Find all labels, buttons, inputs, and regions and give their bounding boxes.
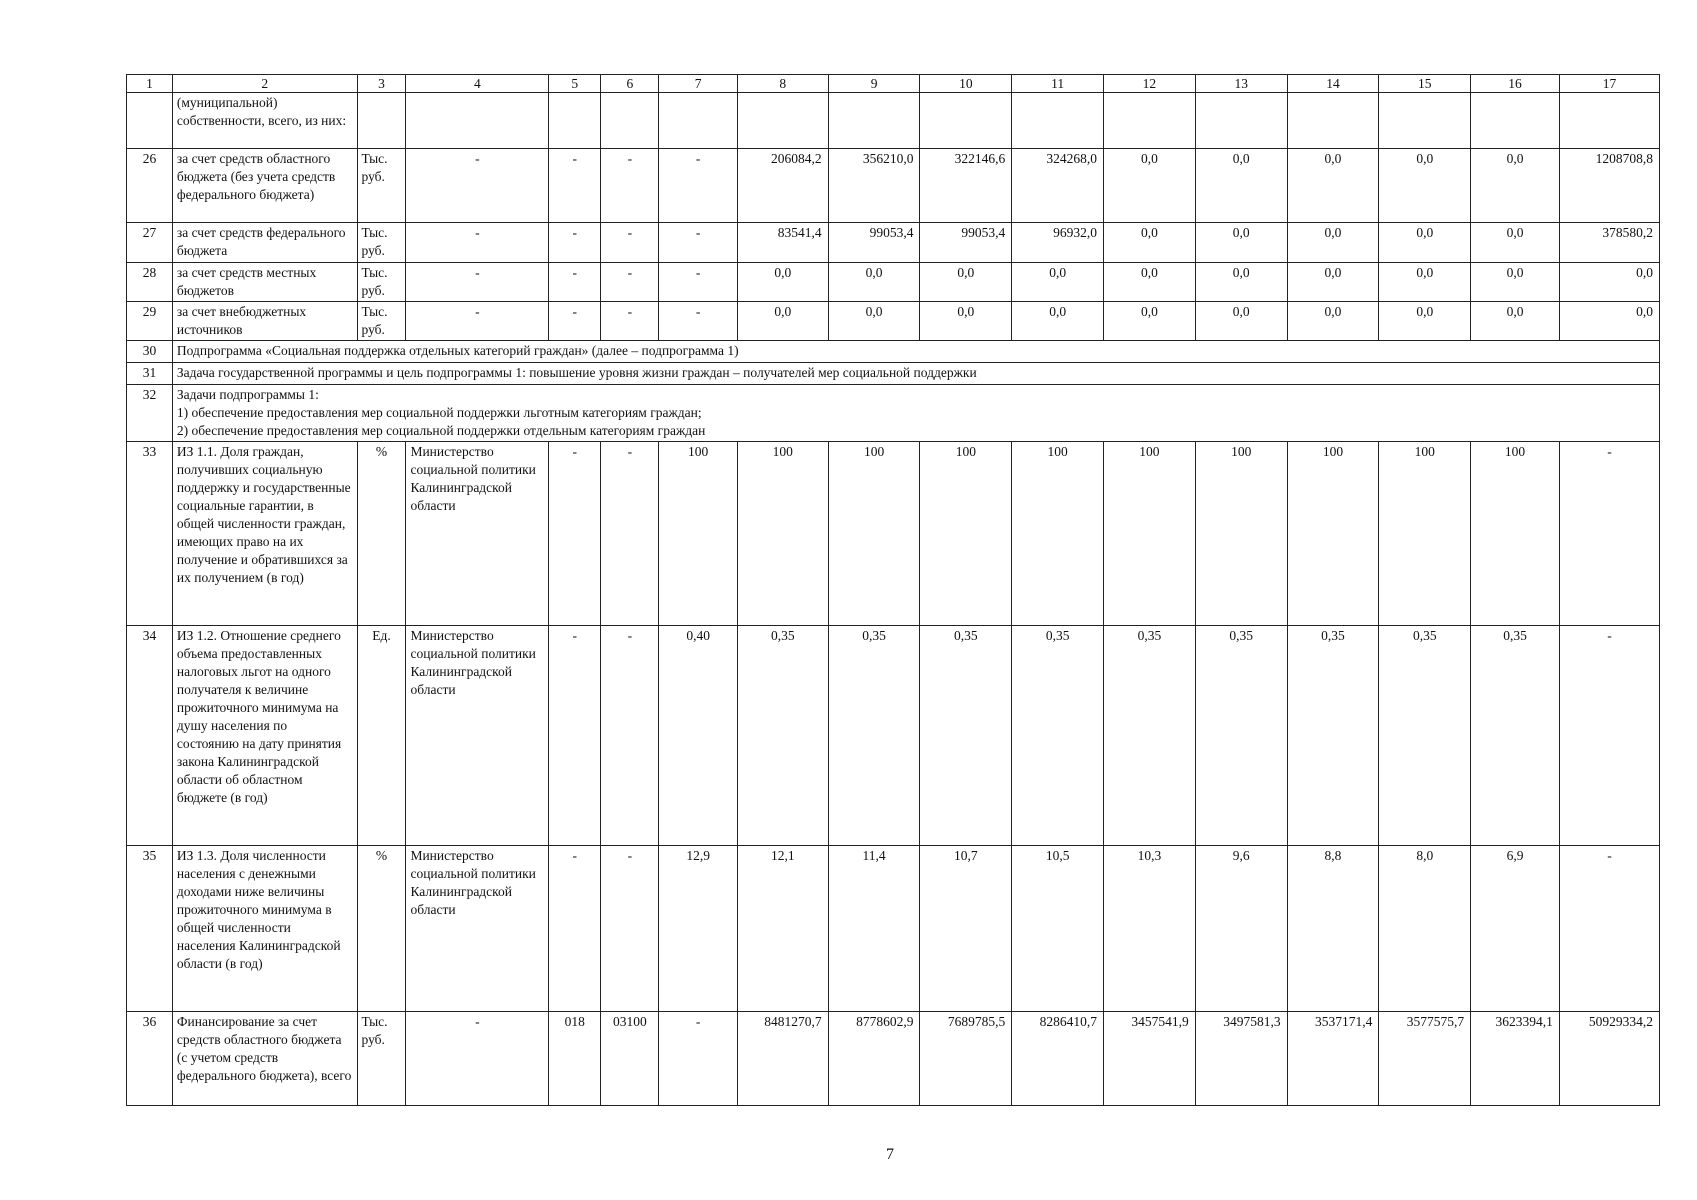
cell: - [601,626,659,846]
cell: - [601,442,659,626]
cell: 10,5 [1012,846,1104,1012]
cell: 1208708,8 [1559,149,1659,223]
cell: 11,4 [828,846,920,1012]
cell: 0,0 [1559,302,1659,341]
cell: - [659,149,738,223]
header-cell: 12 [1104,75,1196,93]
cell: 0,0 [1195,223,1287,263]
cell: 3623394,1 [1471,1012,1560,1106]
cell: 0,0 [1287,223,1379,263]
cell: 100 [1195,442,1287,626]
goal-row [127,363,1660,385]
cell: 0,0 [1195,302,1287,341]
budget-table-sheet [126,74,1660,1106]
header-cell: 2 [172,75,357,93]
cell: 100 [1104,442,1196,626]
cell: - [549,263,601,302]
cell: - [549,149,601,223]
cell: 356210,0 [828,149,920,223]
cell: 0,0 [1471,302,1560,341]
cell: 0,0 [1195,263,1287,302]
cell: - [549,302,601,341]
cell: 3577575,7 [1379,1012,1471,1106]
cell: 3457541,9 [1104,1012,1196,1106]
row-unit: Тыс. руб. [357,302,406,341]
cell: - [1559,846,1659,1012]
row-unit: Тыс. руб. [357,1012,406,1106]
cell: 206084,2 [737,149,828,223]
cell: 100 [1379,442,1471,626]
header-cell: 17 [1559,75,1659,93]
cell: - [406,149,549,223]
column-number-header-row [127,75,1660,93]
cell: 7689785,5 [920,1012,1012,1106]
row-number: 33 [127,442,173,626]
cell: 8481270,7 [737,1012,828,1106]
row-number: 28 [127,263,173,302]
header-cell: 15 [1379,75,1471,93]
cell: 0,0 [1379,302,1471,341]
row-number: 35 [127,846,173,1012]
responsible-org: Министерство социальной политики Калининградской области [406,846,549,1012]
program-indicators-table [126,74,1660,1106]
table-row [127,93,1660,149]
cell: 324268,0 [1012,149,1104,223]
cell: 0,0 [1287,263,1379,302]
cell: 3537171,4 [1287,1012,1379,1106]
row-name: за счет средств областного бюджета (без учета средств федерального бюджета) [172,149,357,223]
cell: - [1559,626,1659,846]
cell: 50929334,2 [1559,1012,1659,1106]
cell: 8,8 [1287,846,1379,1012]
cell: 0,0 [1012,263,1104,302]
table-row [127,223,1660,263]
cell: 96932,0 [1012,223,1104,263]
cell: 0,0 [1287,149,1379,223]
row-unit: Тыс. руб. [357,149,406,223]
cell: 0,35 [1287,626,1379,846]
header-cell: 14 [1287,75,1379,93]
cell: 99053,4 [920,223,1012,263]
cell: 100 [1012,442,1104,626]
cell: 0,35 [920,626,1012,846]
header-cell: 8 [737,75,828,93]
table-row [127,263,1660,302]
cell: - [659,263,738,302]
row-number: 30 [127,341,173,363]
cell: - [549,442,601,626]
tasks-text: Задачи подпрограммы 1: 1) обеспечение предоставления мер социальной поддержки льготным категориям граждан; 2) обеспечение предоставления мер социальной поддержки отдельным категориям граждан [172,385,1659,442]
cell: 9,6 [1195,846,1287,1012]
cell: 8,0 [1379,846,1471,1012]
cell: - [549,626,601,846]
indicator-row [127,846,1660,1012]
indicator-row [127,626,1660,846]
cell: 0,0 [1471,263,1560,302]
row-unit: Ед. [357,626,406,846]
row-unit: Тыс. руб. [357,223,406,263]
indicator-name: ИЗ 1.1. Доля граждан, получивших социальную поддержку и государственные социальные гарантии, в общей численности граждан, имеющих право на их получение и обратившихся за их получением (в год) [172,442,357,626]
indicator-row [127,442,1660,626]
row-unit: % [357,442,406,626]
header-cell: 13 [1195,75,1287,93]
cell: 0,35 [1195,626,1287,846]
header-cell: 10 [920,75,1012,93]
header-cell: 3 [357,75,406,93]
cell: - [601,263,659,302]
cell: - [659,223,738,263]
subprogram-title: Подпрограмма «Социальная поддержка отдельных категорий граждан» (далее – подпрограмма 1) [172,341,1659,363]
cell: 100 [920,442,1012,626]
cell: 0,0 [1195,149,1287,223]
cell: - [406,1012,549,1106]
cell: 8286410,7 [1012,1012,1104,1106]
header-cell: 16 [1471,75,1560,93]
cell: 0,0 [1104,149,1196,223]
cell: 3497581,3 [1195,1012,1287,1106]
cell: 0,40 [659,626,738,846]
row-name: Финансирование за счет средств областного бюджета (с учетом средств федерального бюджета), всего [172,1012,357,1106]
table-row [127,149,1660,223]
cell: 100 [737,442,828,626]
cell: - [601,223,659,263]
cell: - [1559,442,1659,626]
header-cell: 6 [601,75,659,93]
cell: 0,35 [1012,626,1104,846]
indicator-name: ИЗ 1.3. Доля численности населения с денежными доходами ниже величины прожиточного минимума в общей численности населения Калининградской области (в год) [172,846,357,1012]
row-number: 26 [127,149,173,223]
cell: 0,35 [828,626,920,846]
cell: 0,0 [737,302,828,341]
cell: 6,9 [1471,846,1560,1012]
indicator-name: ИЗ 1.2. Отношение среднего объема предоставленных налоговых льгот на одного получателя к величине прожиточного минимума на душу населения по состоянию на дату принятия закона Калининградской области об областном бюджете (в год) [172,626,357,846]
cell: - [549,223,601,263]
cell: 0,0 [920,263,1012,302]
cell: 100 [1471,442,1560,626]
cell: 83541,4 [737,223,828,263]
cell: - [601,846,659,1012]
cell: 0,0 [1379,149,1471,223]
row-name: за счет внебюджетных источников [172,302,357,341]
cell: 0,0 [1379,263,1471,302]
cell: 0,0 [1104,263,1196,302]
finance-row [127,1012,1660,1106]
page-number: 7 [886,1146,894,1163]
row-name: за счет средств местных бюджетов [172,263,357,302]
responsible-org: Министерство социальной политики Калининградской области [406,626,549,846]
header-cell: 1 [127,75,173,93]
row-number: 34 [127,626,173,846]
cell: 12,9 [659,846,738,1012]
header-cell: 7 [659,75,738,93]
cell: 0,35 [1104,626,1196,846]
responsible-org: Министерство социальной политики Калининградской области [406,442,549,626]
row-name: за счет средств федерального бюджета [172,223,357,263]
cell: 0,0 [1379,223,1471,263]
cell: 0,0 [1471,223,1560,263]
cell: - [549,846,601,1012]
cell: 0,0 [1559,263,1659,302]
cell: 0,0 [1012,302,1104,341]
cell: 0,0 [737,263,828,302]
row-number: 27 [127,223,173,263]
cell: 0,35 [1379,626,1471,846]
header-cell: 4 [406,75,549,93]
cell: 0,0 [828,263,920,302]
row-number: 31 [127,363,173,385]
header-cell: 11 [1012,75,1104,93]
row-unit: % [357,846,406,1012]
cell: - [406,263,549,302]
cell: 0,0 [828,302,920,341]
cell: - [659,1012,738,1106]
cell: 03100 [601,1012,659,1106]
row-unit: Тыс. руб. [357,263,406,302]
cell: 10,7 [920,846,1012,1012]
cell: 0,0 [1104,302,1196,341]
header-cell: 9 [828,75,920,93]
subprogram-row [127,341,1660,363]
row-number: 32 [127,385,173,442]
cell: - [659,302,738,341]
cell: - [406,223,549,263]
cell: 0,0 [1471,149,1560,223]
cell: 100 [828,442,920,626]
table-row [127,302,1660,341]
row-number: 36 [127,1012,173,1106]
cell: 322146,6 [920,149,1012,223]
goal-text: Задача государственной программы и цель подпрограммы 1: повышение уровня жизни граждан – получателей мер социальной поддержки [172,363,1659,385]
continuation-text: (муниципальной) собственности, всего, из них: [172,93,357,149]
cell: - [601,302,659,341]
cell: 0,0 [920,302,1012,341]
header-cell: 5 [549,75,601,93]
cell: 100 [659,442,738,626]
cell: 10,3 [1104,846,1196,1012]
cell: 100 [1287,442,1379,626]
cell: 0,0 [1104,223,1196,263]
tasks-row [127,385,1660,442]
cell: 99053,4 [828,223,920,263]
cell: - [406,302,549,341]
cell: - [601,149,659,223]
cell: 0,35 [1471,626,1560,846]
cell: 12,1 [737,846,828,1012]
cell: 018 [549,1012,601,1106]
cell: 0,0 [1287,302,1379,341]
cell: 0,35 [737,626,828,846]
cell: 8778602,9 [828,1012,920,1106]
cell: 378580,2 [1559,223,1659,263]
row-number: 29 [127,302,173,341]
